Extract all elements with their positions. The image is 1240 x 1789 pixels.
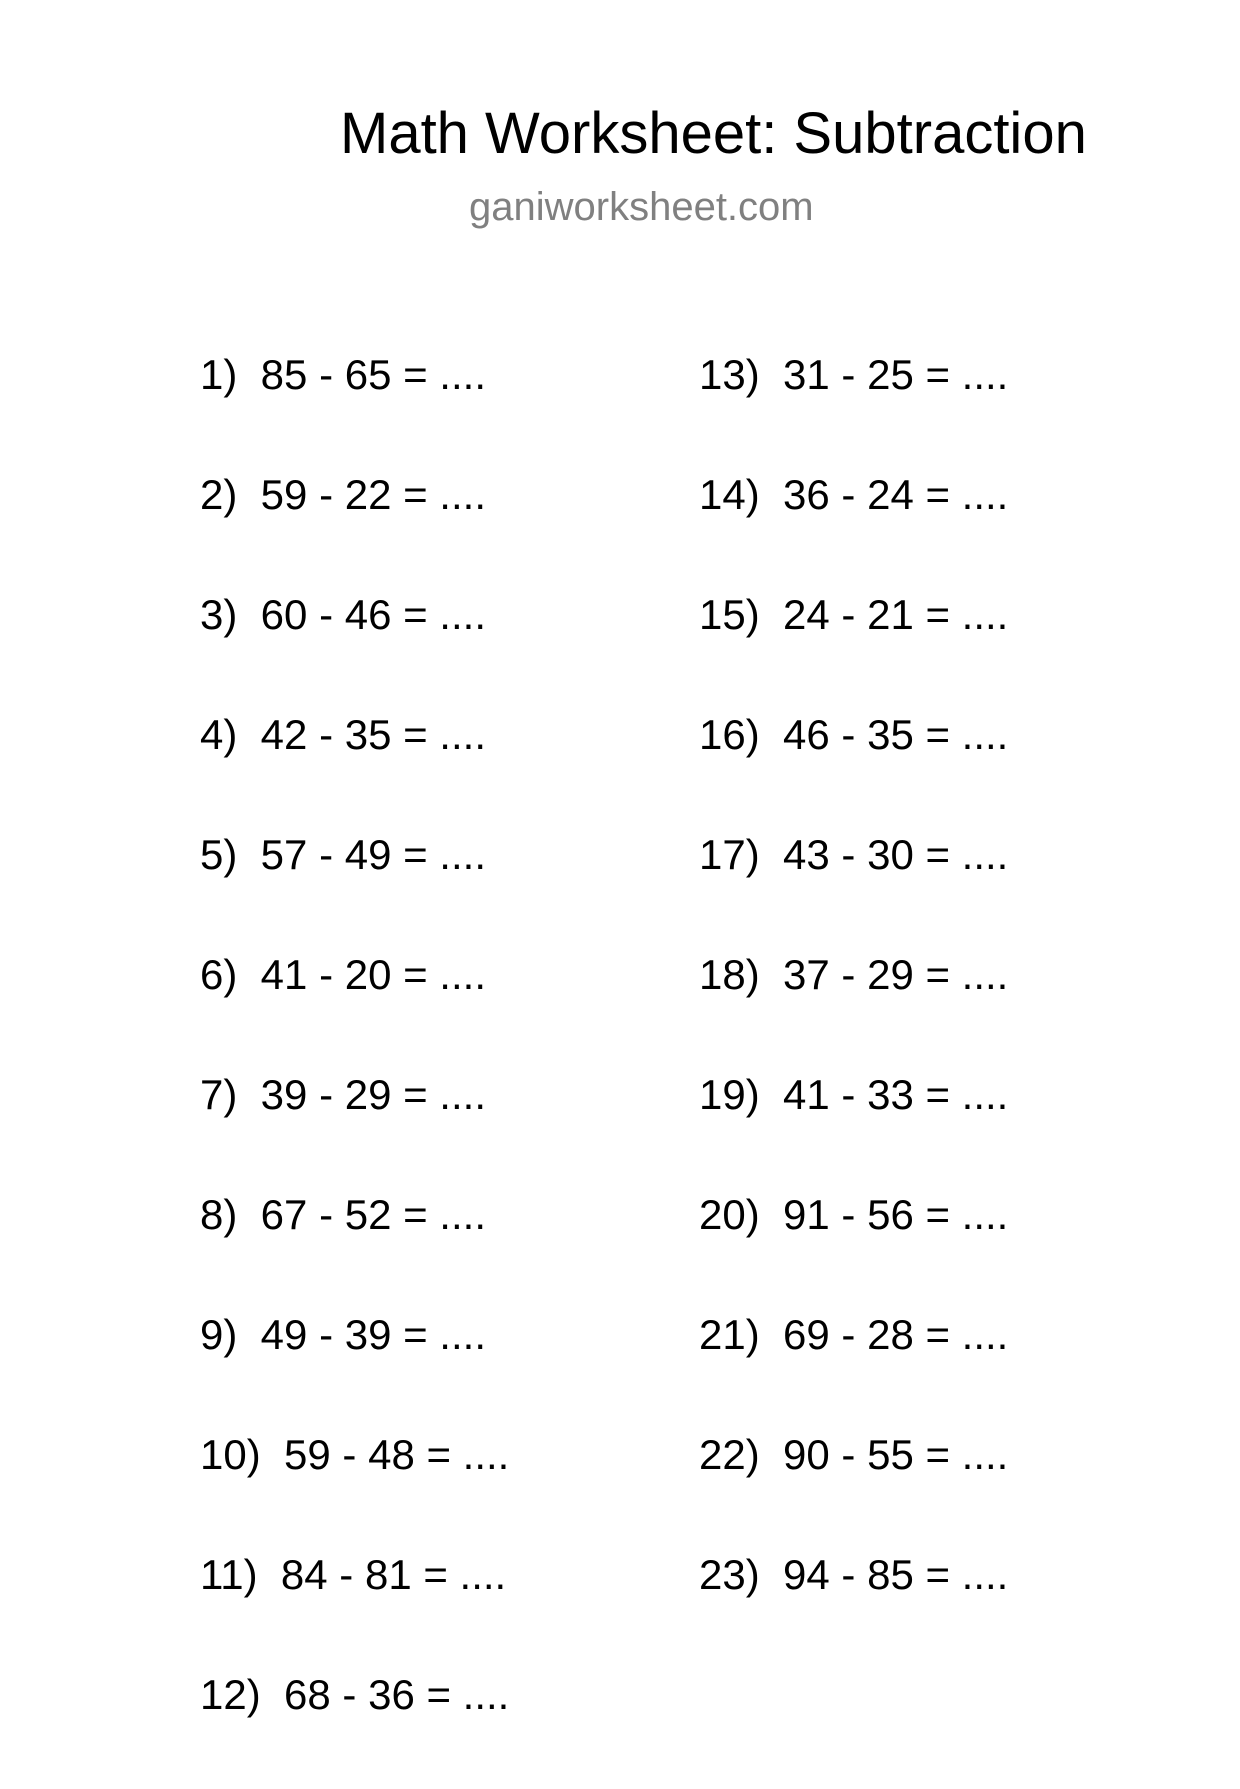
problem-column-right xyxy=(699,349,1008,1669)
problem-17: 17) 43 - 30 = .... xyxy=(699,831,1009,878)
problem-5: 5) 57 - 49 = .... xyxy=(200,831,486,878)
problem-11: 11) 84 - 81 = .... xyxy=(200,1551,507,1598)
problem-13: 13) 31 - 25 = .... xyxy=(699,351,1009,398)
problem-18: 18) 37 - 29 = .... xyxy=(699,951,1009,998)
problem-14: 14) 36 - 24 = .... xyxy=(699,471,1009,518)
problem-12: 12) 68 - 36 = .... xyxy=(200,1671,510,1718)
problem-6: 6) 41 - 20 = .... xyxy=(200,951,486,998)
page-title: Math Worksheet: Subtraction xyxy=(340,101,1087,166)
problem-3: 3) 60 - 46 = .... xyxy=(200,591,486,638)
problem-column-left xyxy=(200,349,509,1789)
problem-16: 16) 46 - 35 = .... xyxy=(699,711,1009,758)
problem-9: 9) 49 - 39 = .... xyxy=(200,1311,486,1358)
problem-20: 20) 91 - 56 = .... xyxy=(699,1191,1009,1238)
problem-2: 2) 59 - 22 = .... xyxy=(200,471,486,518)
problem-22: 22) 90 - 55 = .... xyxy=(699,1431,1009,1478)
problem-1: 1) 85 - 65 = .... xyxy=(200,351,486,398)
problem-10: 10) 59 - 48 = .... xyxy=(200,1431,510,1478)
problem-21: 21) 69 - 28 = .... xyxy=(699,1311,1009,1358)
problem-4: 4) 42 - 35 = .... xyxy=(200,711,486,758)
problem-19: 19) 41 - 33 = .... xyxy=(699,1071,1009,1118)
problem-15: 15) 24 - 21 = .... xyxy=(699,591,1009,638)
problem-7: 7) 39 - 29 = .... xyxy=(200,1071,486,1118)
site-url: ganiworksheet.com xyxy=(469,185,814,229)
problem-23: 23) 94 - 85 = .... xyxy=(699,1551,1009,1598)
problem-8: 8) 67 - 52 = .... xyxy=(200,1191,486,1238)
